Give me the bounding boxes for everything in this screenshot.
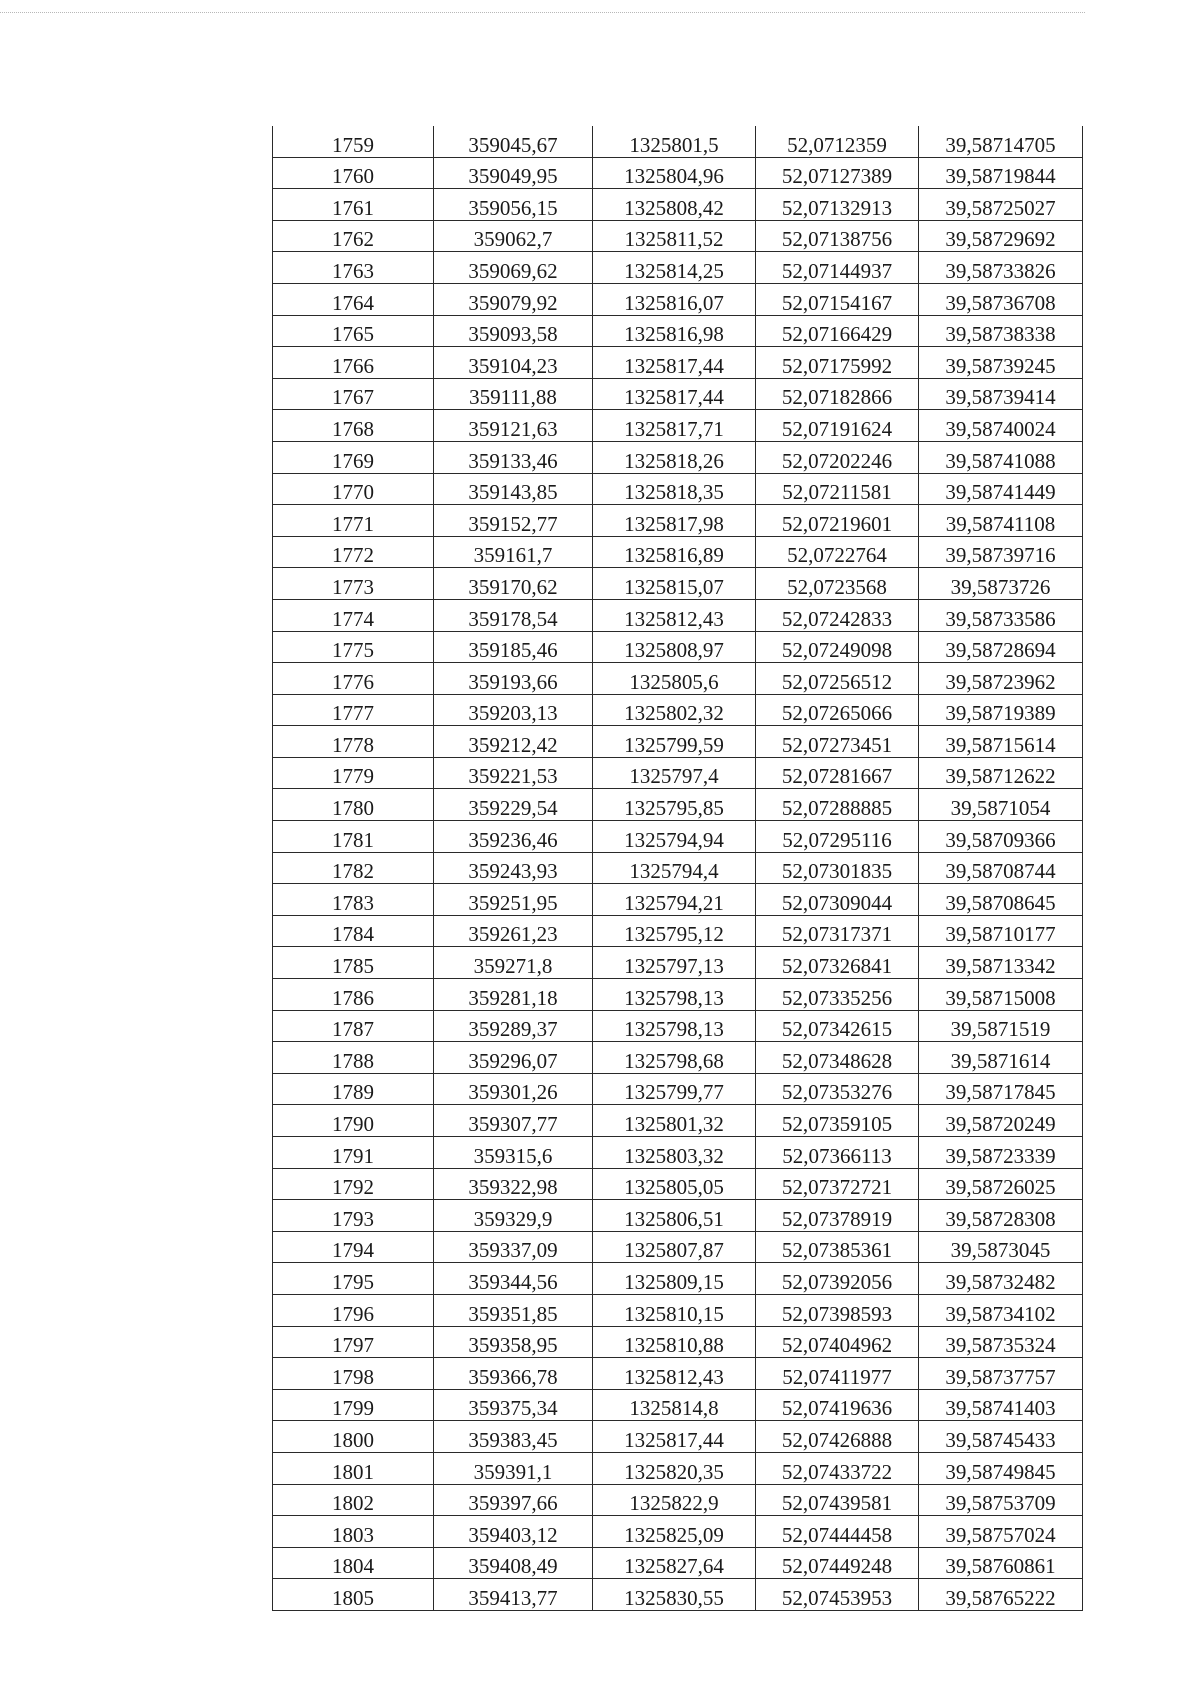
latitude-cell: 52,07449248 — [756, 1547, 919, 1579]
latitude-cell: 52,07372721 — [756, 1168, 919, 1200]
longitude-cell: 39,58709366 — [919, 821, 1083, 853]
longitude-cell: 39,58725027 — [919, 189, 1083, 221]
point-number-cell: 1775 — [273, 631, 434, 663]
longitude-cell: 39,5871054 — [919, 789, 1083, 821]
x-coordinate-cell: 359045,67 — [434, 126, 593, 157]
point-number-cell: 1795 — [273, 1263, 434, 1295]
latitude-cell: 52,0722764 — [756, 536, 919, 568]
longitude-cell: 39,58710177 — [919, 915, 1083, 947]
latitude-cell: 52,07309044 — [756, 884, 919, 916]
point-number-cell: 1802 — [273, 1484, 434, 1516]
y-coordinate-cell: 1325794,94 — [593, 821, 756, 853]
x-coordinate-cell: 359413,77 — [434, 1579, 593, 1611]
y-coordinate-cell: 1325797,13 — [593, 947, 756, 979]
point-number-cell: 1767 — [273, 378, 434, 410]
latitude-cell: 52,07317371 — [756, 915, 919, 947]
latitude-cell: 52,07219601 — [756, 505, 919, 537]
y-coordinate-cell: 1325830,55 — [593, 1579, 756, 1611]
point-number-cell: 1799 — [273, 1389, 434, 1421]
point-number-cell: 1760 — [273, 157, 434, 189]
table-row — [273, 979, 1083, 1011]
y-coordinate-cell: 1325798,13 — [593, 1010, 756, 1042]
y-coordinate-cell: 1325814,8 — [593, 1389, 756, 1421]
point-number-cell: 1764 — [273, 283, 434, 315]
point-number-cell: 1769 — [273, 441, 434, 473]
longitude-cell: 39,58715008 — [919, 979, 1083, 1011]
latitude-cell: 52,07132913 — [756, 189, 919, 221]
y-coordinate-cell: 1325810,88 — [593, 1326, 756, 1358]
table-row — [273, 1073, 1083, 1105]
table-row — [273, 536, 1083, 568]
point-number-cell: 1784 — [273, 915, 434, 947]
x-coordinate-cell: 359251,95 — [434, 884, 593, 916]
table-row — [273, 1200, 1083, 1232]
latitude-cell: 52,07378919 — [756, 1200, 919, 1232]
longitude-cell: 39,58733826 — [919, 252, 1083, 284]
longitude-cell: 39,58723339 — [919, 1137, 1083, 1169]
x-coordinate-cell: 359093,58 — [434, 315, 593, 347]
y-coordinate-cell: 1325795,12 — [593, 915, 756, 947]
latitude-cell: 52,07273451 — [756, 726, 919, 758]
point-number-cell: 1804 — [273, 1547, 434, 1579]
point-number-cell: 1772 — [273, 536, 434, 568]
table-row — [273, 473, 1083, 505]
longitude-cell: 39,58734102 — [919, 1294, 1083, 1326]
latitude-cell: 52,07154167 — [756, 283, 919, 315]
y-coordinate-cell: 1325799,77 — [593, 1073, 756, 1105]
table-row — [273, 1168, 1083, 1200]
x-coordinate-cell: 359193,66 — [434, 663, 593, 695]
table-row — [273, 283, 1083, 315]
y-coordinate-cell: 1325810,15 — [593, 1294, 756, 1326]
longitude-cell: 39,58760861 — [919, 1547, 1083, 1579]
y-coordinate-cell: 1325816,07 — [593, 283, 756, 315]
longitude-cell: 39,58712622 — [919, 757, 1083, 789]
point-number-cell: 1781 — [273, 821, 434, 853]
x-coordinate-cell: 359069,62 — [434, 252, 593, 284]
x-coordinate-cell: 359261,23 — [434, 915, 593, 947]
x-coordinate-cell: 359111,88 — [434, 378, 593, 410]
point-number-cell: 1778 — [273, 726, 434, 758]
longitude-cell: 39,58720249 — [919, 1105, 1083, 1137]
point-number-cell: 1771 — [273, 505, 434, 537]
latitude-cell: 52,07265066 — [756, 694, 919, 726]
point-number-cell: 1792 — [273, 1168, 434, 1200]
x-coordinate-cell: 359121,63 — [434, 410, 593, 442]
latitude-cell: 52,07182866 — [756, 378, 919, 410]
longitude-cell: 39,58728694 — [919, 631, 1083, 663]
y-coordinate-cell: 1325809,15 — [593, 1263, 756, 1295]
point-number-cell: 1776 — [273, 663, 434, 695]
longitude-cell: 39,58708744 — [919, 852, 1083, 884]
x-coordinate-cell: 359403,12 — [434, 1516, 593, 1548]
longitude-cell: 39,58729692 — [919, 220, 1083, 252]
latitude-cell: 52,07419636 — [756, 1389, 919, 1421]
point-number-cell: 1766 — [273, 347, 434, 379]
y-coordinate-cell: 1325807,87 — [593, 1231, 756, 1263]
latitude-cell: 52,07301835 — [756, 852, 919, 884]
y-coordinate-cell: 1325795,85 — [593, 789, 756, 821]
latitude-cell: 52,07335256 — [756, 979, 919, 1011]
table-row — [273, 1042, 1083, 1074]
y-coordinate-cell: 1325814,25 — [593, 252, 756, 284]
table-row — [273, 347, 1083, 379]
point-number-cell: 1791 — [273, 1137, 434, 1169]
scan-edge-line — [0, 12, 1085, 13]
point-number-cell: 1798 — [273, 1358, 434, 1390]
y-coordinate-cell: 1325817,44 — [593, 378, 756, 410]
x-coordinate-cell: 359397,66 — [434, 1484, 593, 1516]
point-number-cell: 1796 — [273, 1294, 434, 1326]
point-number-cell: 1777 — [273, 694, 434, 726]
table-row — [273, 1137, 1083, 1169]
y-coordinate-cell: 1325798,68 — [593, 1042, 756, 1074]
y-coordinate-cell: 1325817,44 — [593, 347, 756, 379]
y-coordinate-cell: 1325802,32 — [593, 694, 756, 726]
longitude-cell: 39,58735324 — [919, 1326, 1083, 1358]
table-row — [273, 1105, 1083, 1137]
longitude-cell: 39,58708645 — [919, 884, 1083, 916]
point-number-cell: 1780 — [273, 789, 434, 821]
x-coordinate-cell: 359289,37 — [434, 1010, 593, 1042]
coordinates-table — [272, 126, 1083, 1611]
latitude-cell: 52,07211581 — [756, 473, 919, 505]
table-row — [273, 1263, 1083, 1295]
point-number-cell: 1797 — [273, 1326, 434, 1358]
longitude-cell: 39,5871614 — [919, 1042, 1083, 1074]
longitude-cell: 39,5873045 — [919, 1231, 1083, 1263]
x-coordinate-cell: 359344,56 — [434, 1263, 593, 1295]
latitude-cell: 52,07144937 — [756, 252, 919, 284]
latitude-cell: 52,07404962 — [756, 1326, 919, 1358]
x-coordinate-cell: 359301,26 — [434, 1073, 593, 1105]
x-coordinate-cell: 359203,13 — [434, 694, 593, 726]
latitude-cell: 52,07295116 — [756, 821, 919, 853]
point-number-cell: 1788 — [273, 1042, 434, 1074]
y-coordinate-cell: 1325827,64 — [593, 1547, 756, 1579]
table-row — [273, 631, 1083, 663]
table-row — [273, 1421, 1083, 1453]
x-coordinate-cell: 359296,07 — [434, 1042, 593, 1074]
longitude-cell: 39,58749845 — [919, 1452, 1083, 1484]
longitude-cell: 39,58719389 — [919, 694, 1083, 726]
x-coordinate-cell: 359049,95 — [434, 157, 593, 189]
x-coordinate-cell: 359383,45 — [434, 1421, 593, 1453]
y-coordinate-cell: 1325812,43 — [593, 1358, 756, 1390]
point-number-cell: 1790 — [273, 1105, 434, 1137]
point-number-cell: 1762 — [273, 220, 434, 252]
latitude-cell: 52,07439581 — [756, 1484, 919, 1516]
y-coordinate-cell: 1325801,32 — [593, 1105, 756, 1137]
x-coordinate-cell: 359212,42 — [434, 726, 593, 758]
longitude-cell: 39,5871519 — [919, 1010, 1083, 1042]
point-number-cell: 1768 — [273, 410, 434, 442]
longitude-cell: 39,58741108 — [919, 505, 1083, 537]
y-coordinate-cell: 1325794,21 — [593, 884, 756, 916]
point-number-cell: 1759 — [273, 126, 434, 157]
latitude-cell: 52,07175992 — [756, 347, 919, 379]
y-coordinate-cell: 1325816,89 — [593, 536, 756, 568]
point-number-cell: 1779 — [273, 757, 434, 789]
longitude-cell: 39,58741449 — [919, 473, 1083, 505]
point-number-cell: 1770 — [273, 473, 434, 505]
point-number-cell: 1800 — [273, 1421, 434, 1453]
point-number-cell: 1774 — [273, 599, 434, 631]
y-coordinate-cell: 1325825,09 — [593, 1516, 756, 1548]
y-coordinate-cell: 1325805,6 — [593, 663, 756, 695]
latitude-cell: 52,0712359 — [756, 126, 919, 157]
x-coordinate-cell: 359152,77 — [434, 505, 593, 537]
table-row — [273, 726, 1083, 758]
table-row — [273, 505, 1083, 537]
latitude-cell: 52,07366113 — [756, 1137, 919, 1169]
x-coordinate-cell: 359161,7 — [434, 536, 593, 568]
x-coordinate-cell: 359315,6 — [434, 1137, 593, 1169]
point-number-cell: 1801 — [273, 1452, 434, 1484]
latitude-cell: 52,07359105 — [756, 1105, 919, 1137]
x-coordinate-cell: 359056,15 — [434, 189, 593, 221]
y-coordinate-cell: 1325794,4 — [593, 852, 756, 884]
point-number-cell: 1789 — [273, 1073, 434, 1105]
y-coordinate-cell: 1325812,43 — [593, 599, 756, 631]
x-coordinate-cell: 359178,54 — [434, 599, 593, 631]
point-number-cell: 1782 — [273, 852, 434, 884]
x-coordinate-cell: 359170,62 — [434, 568, 593, 600]
point-number-cell: 1785 — [273, 947, 434, 979]
latitude-cell: 52,07249098 — [756, 631, 919, 663]
latitude-cell: 52,07242833 — [756, 599, 919, 631]
x-coordinate-cell: 359221,53 — [434, 757, 593, 789]
table-row — [273, 126, 1083, 157]
latitude-cell: 52,07398593 — [756, 1294, 919, 1326]
x-coordinate-cell: 359366,78 — [434, 1358, 593, 1390]
longitude-cell: 39,58733586 — [919, 599, 1083, 631]
x-coordinate-cell: 359143,85 — [434, 473, 593, 505]
table-row — [273, 441, 1083, 473]
point-number-cell: 1773 — [273, 568, 434, 600]
x-coordinate-cell: 359229,54 — [434, 789, 593, 821]
table-row — [273, 1516, 1083, 1548]
table-row — [273, 1484, 1083, 1516]
table-row — [273, 915, 1083, 947]
x-coordinate-cell: 359337,09 — [434, 1231, 593, 1263]
longitude-cell: 39,58757024 — [919, 1516, 1083, 1548]
y-coordinate-cell: 1325797,4 — [593, 757, 756, 789]
longitude-cell: 39,58739245 — [919, 347, 1083, 379]
point-number-cell: 1787 — [273, 1010, 434, 1042]
table-row — [273, 789, 1083, 821]
latitude-cell: 52,07256512 — [756, 663, 919, 695]
y-coordinate-cell: 1325822,9 — [593, 1484, 756, 1516]
y-coordinate-cell: 1325817,44 — [593, 1421, 756, 1453]
latitude-cell: 52,07348628 — [756, 1042, 919, 1074]
x-coordinate-cell: 359062,7 — [434, 220, 593, 252]
latitude-cell: 52,07342615 — [756, 1010, 919, 1042]
longitude-cell: 39,58741088 — [919, 441, 1083, 473]
point-number-cell: 1765 — [273, 315, 434, 347]
point-number-cell: 1761 — [273, 189, 434, 221]
y-coordinate-cell: 1325816,98 — [593, 315, 756, 347]
longitude-cell: 39,58719844 — [919, 157, 1083, 189]
longitude-cell: 39,58753709 — [919, 1484, 1083, 1516]
table-row — [273, 1294, 1083, 1326]
x-coordinate-cell: 359271,8 — [434, 947, 593, 979]
x-coordinate-cell: 359133,46 — [434, 441, 593, 473]
table-row — [273, 1358, 1083, 1390]
table-row — [273, 410, 1083, 442]
latitude-cell: 52,07202246 — [756, 441, 919, 473]
y-coordinate-cell: 1325804,96 — [593, 157, 756, 189]
latitude-cell: 52,07444458 — [756, 1516, 919, 1548]
table-row — [273, 189, 1083, 221]
longitude-cell: 39,58726025 — [919, 1168, 1083, 1200]
table-row — [273, 1231, 1083, 1263]
table-row — [273, 315, 1083, 347]
latitude-cell: 52,07191624 — [756, 410, 919, 442]
latitude-cell: 52,07453953 — [756, 1579, 919, 1611]
x-coordinate-cell: 359236,46 — [434, 821, 593, 853]
table-row — [273, 1452, 1083, 1484]
x-coordinate-cell: 359307,77 — [434, 1105, 593, 1137]
longitude-cell: 39,58738338 — [919, 315, 1083, 347]
x-coordinate-cell: 359185,46 — [434, 631, 593, 663]
y-coordinate-cell: 1325811,52 — [593, 220, 756, 252]
longitude-cell: 39,58739414 — [919, 378, 1083, 410]
x-coordinate-cell: 359104,23 — [434, 347, 593, 379]
y-coordinate-cell: 1325808,97 — [593, 631, 756, 663]
table-row — [273, 252, 1083, 284]
latitude-cell: 52,07392056 — [756, 1263, 919, 1295]
longitude-cell: 39,58745433 — [919, 1421, 1083, 1453]
y-coordinate-cell: 1325798,13 — [593, 979, 756, 1011]
longitude-cell: 39,58765222 — [919, 1579, 1083, 1611]
table-row — [273, 821, 1083, 853]
latitude-cell: 52,07411977 — [756, 1358, 919, 1390]
x-coordinate-cell: 359329,9 — [434, 1200, 593, 1232]
latitude-cell: 52,07385361 — [756, 1231, 919, 1263]
y-coordinate-cell: 1325818,35 — [593, 473, 756, 505]
latitude-cell: 52,07166429 — [756, 315, 919, 347]
table-row — [273, 157, 1083, 189]
point-number-cell: 1793 — [273, 1200, 434, 1232]
y-coordinate-cell: 1325799,59 — [593, 726, 756, 758]
latitude-cell: 52,07288885 — [756, 789, 919, 821]
longitude-cell: 39,58717845 — [919, 1073, 1083, 1105]
longitude-cell: 39,5873726 — [919, 568, 1083, 600]
table-row — [273, 757, 1083, 789]
longitude-cell: 39,58739716 — [919, 536, 1083, 568]
y-coordinate-cell: 1325801,5 — [593, 126, 756, 157]
table-row — [273, 220, 1083, 252]
y-coordinate-cell: 1325820,35 — [593, 1452, 756, 1484]
longitude-cell: 39,58715614 — [919, 726, 1083, 758]
x-coordinate-cell: 359079,92 — [434, 283, 593, 315]
y-coordinate-cell: 1325808,42 — [593, 189, 756, 221]
point-number-cell: 1803 — [273, 1516, 434, 1548]
table-row — [273, 663, 1083, 695]
longitude-cell: 39,58714705 — [919, 126, 1083, 157]
latitude-cell: 52,07353276 — [756, 1073, 919, 1105]
x-coordinate-cell: 359375,34 — [434, 1389, 593, 1421]
y-coordinate-cell: 1325806,51 — [593, 1200, 756, 1232]
x-coordinate-cell: 359351,85 — [434, 1294, 593, 1326]
latitude-cell: 52,07433722 — [756, 1452, 919, 1484]
longitude-cell: 39,58740024 — [919, 410, 1083, 442]
coordinates-table-body — [273, 126, 1083, 1610]
y-coordinate-cell: 1325817,71 — [593, 410, 756, 442]
x-coordinate-cell: 359391,1 — [434, 1452, 593, 1484]
latitude-cell: 52,07138756 — [756, 220, 919, 252]
table-row — [273, 1010, 1083, 1042]
x-coordinate-cell: 359322,98 — [434, 1168, 593, 1200]
point-number-cell: 1786 — [273, 979, 434, 1011]
y-coordinate-cell: 1325805,05 — [593, 1168, 756, 1200]
latitude-cell: 52,07281667 — [756, 757, 919, 789]
longitude-cell: 39,58728308 — [919, 1200, 1083, 1232]
table-row — [273, 1326, 1083, 1358]
longitude-cell: 39,58741403 — [919, 1389, 1083, 1421]
longitude-cell: 39,58736708 — [919, 283, 1083, 315]
point-number-cell: 1805 — [273, 1579, 434, 1611]
point-number-cell: 1794 — [273, 1231, 434, 1263]
x-coordinate-cell: 359281,18 — [434, 979, 593, 1011]
point-number-cell: 1783 — [273, 884, 434, 916]
y-coordinate-cell: 1325803,32 — [593, 1137, 756, 1169]
x-coordinate-cell: 359358,95 — [434, 1326, 593, 1358]
x-coordinate-cell: 359408,49 — [434, 1547, 593, 1579]
longitude-cell: 39,58713342 — [919, 947, 1083, 979]
point-number-cell: 1763 — [273, 252, 434, 284]
table-row — [273, 947, 1083, 979]
table-row — [273, 1579, 1083, 1611]
longitude-cell: 39,58732482 — [919, 1263, 1083, 1295]
table-row — [273, 852, 1083, 884]
table-row — [273, 1547, 1083, 1579]
table-row — [273, 694, 1083, 726]
y-coordinate-cell: 1325815,07 — [593, 568, 756, 600]
y-coordinate-cell: 1325818,26 — [593, 441, 756, 473]
longitude-cell: 39,58723962 — [919, 663, 1083, 695]
x-coordinate-cell: 359243,93 — [434, 852, 593, 884]
table-row — [273, 884, 1083, 916]
table-row — [273, 568, 1083, 600]
y-coordinate-cell: 1325817,98 — [593, 505, 756, 537]
latitude-cell: 52,07326841 — [756, 947, 919, 979]
latitude-cell: 52,07127389 — [756, 157, 919, 189]
table-row — [273, 1389, 1083, 1421]
latitude-cell: 52,0723568 — [756, 568, 919, 600]
longitude-cell: 39,58737757 — [919, 1358, 1083, 1390]
table-row — [273, 378, 1083, 410]
latitude-cell: 52,07426888 — [756, 1421, 919, 1453]
table-row — [273, 599, 1083, 631]
